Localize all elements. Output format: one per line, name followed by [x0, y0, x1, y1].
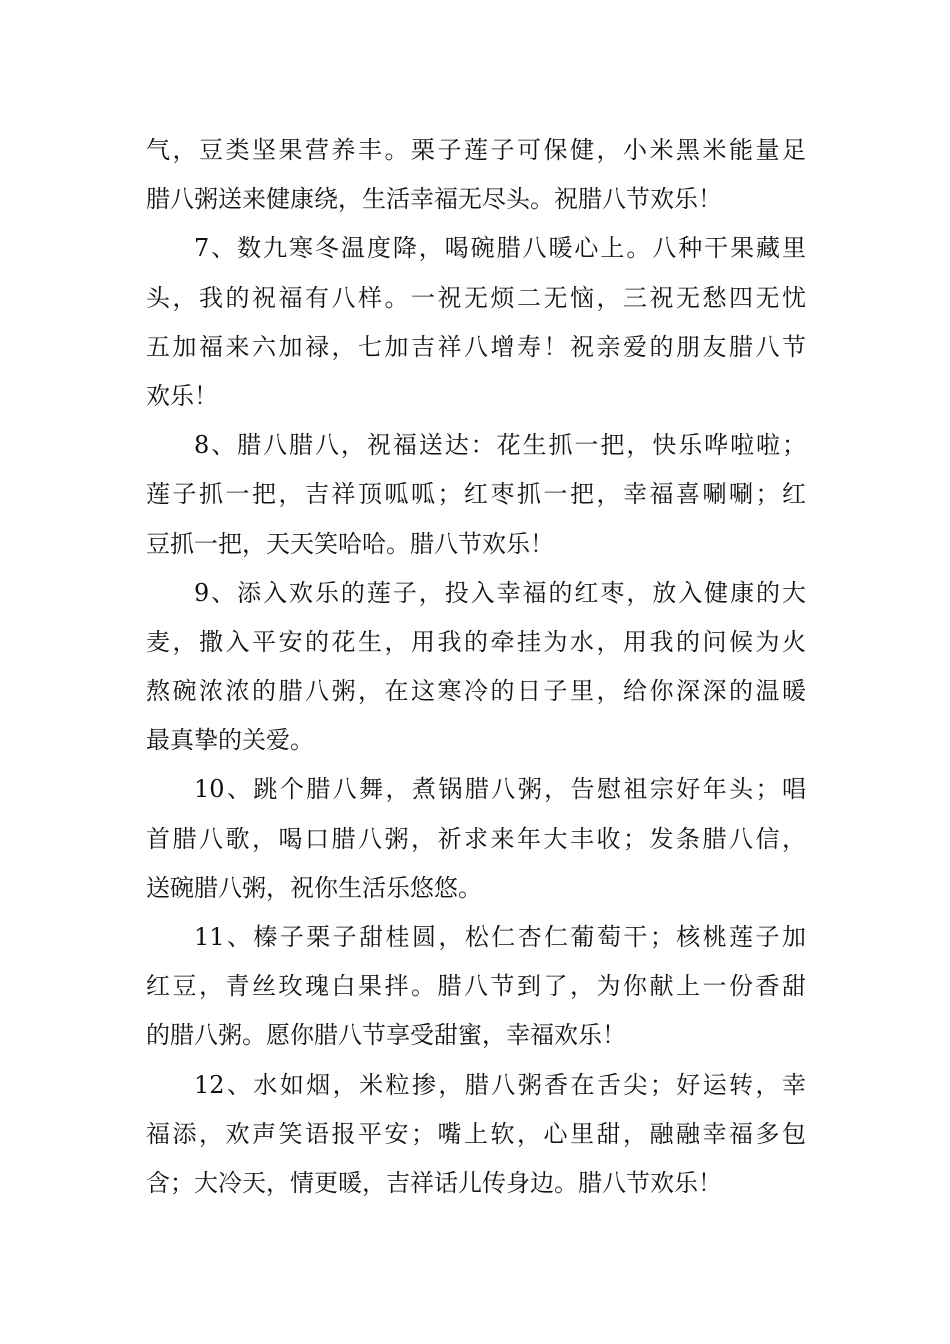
text-line: 麦，撒入平安的花生，用我的牵挂为水，用我的问候为火: [146, 627, 806, 656]
text-line: 红豆，青丝玫瑰白果拌。腊八节到了，为你献上一份香甜: [146, 972, 806, 1001]
text-line: 送碗腊八粥，祝你生活乐悠悠。: [146, 873, 482, 902]
text-line: 9、添入欢乐的莲子，投入幸福的红枣，放入健康的大: [194, 578, 806, 607]
text-line: 欢乐！: [146, 381, 218, 410]
text-line: 的腊八粥。愿你腊八节享受甜蜜，幸福欢乐！: [146, 1021, 626, 1050]
text-line: 气，豆类坚果营养丰。栗子莲子可保健，小米黑米能量足: [146, 136, 806, 164]
text-line: 11、榛子栗子甜桂圆，松仁杏仁葡萄干；核桃莲子加: [194, 923, 806, 951]
text-line: 7、数九寒冬温度降，喝碗腊八暖心上。八种干果藏里: [194, 234, 806, 263]
text-line: 首腊八歌，喝口腊八粥，祈求来年大丰收；发条腊八信，: [146, 824, 806, 853]
text-line: 腊八粥送来健康绕，生活幸福无尽头。祝腊八节欢乐！: [146, 185, 722, 214]
text-line: 10、跳个腊八舞，煮锅腊八粥，告慰祖宗好年头；唱: [194, 775, 806, 804]
text-line: 福添，欢声笑语报平安；嘴上软，心里甜，融融幸福多包: [146, 1119, 806, 1148]
text-line: 8、腊八腊八，祝福送达：花生抓一把，快乐哗啦啦；: [194, 431, 806, 460]
text-line: 头，我的祝福有八样。一祝无烦二无恼，三祝无愁四无忧: [146, 283, 806, 312]
document-body: [146, 126, 806, 1208]
text-line: 含；大冷天，情更暖，吉祥话儿传身边。腊八节欢乐！: [146, 1168, 722, 1197]
text-line: 12、水如烟，米粒掺，腊八粥香在舌尖；好运转，幸: [194, 1070, 806, 1099]
text-line: 熬碗浓浓的腊八粥，在这寒冷的日子里，给你深深的温暖: [146, 677, 806, 706]
text-line: 最真挚的关爱。: [146, 726, 314, 755]
text-line: 五加福来六加禄，七加吉祥八增寿！祝亲爱的朋友腊八节: [146, 332, 806, 361]
text-line: 莲子抓一把，吉祥顶呱呱；红枣抓一把，幸福喜唰唰；红: [146, 480, 806, 509]
text-line: 豆抓一把，天天笑哈哈。腊八节欢乐！: [146, 529, 554, 558]
